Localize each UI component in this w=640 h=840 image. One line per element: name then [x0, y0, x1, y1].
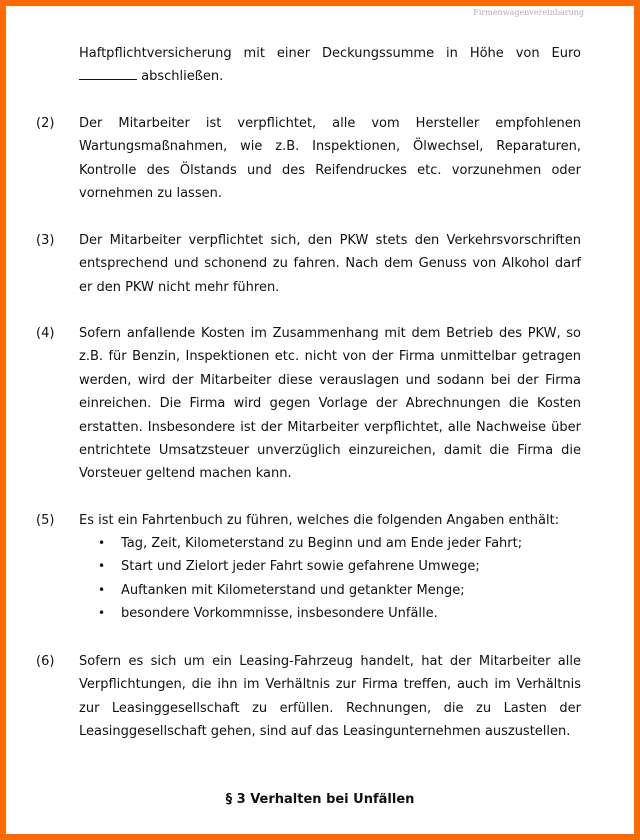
- amount-blank: [79, 67, 137, 80]
- list-item-text: Start und Zielort jeder Fahrt sowie gefahrene Umwege;: [121, 559, 480, 575]
- list-item: [98, 555, 578, 578]
- clause-text: Es ist ein Fahrtenbuch zu führen, welches die folgenden Angaben enthält:: [79, 513, 560, 528]
- clause-number: (5): [36, 513, 55, 528]
- clause-text: Sofern anfallende Kosten im Zusammenhang mit dem Betrieb des PKW, so z.B. für Benzin, Inspektionen etc. nicht von der Firma unmittelbar getragen werden, wird der Mitarbeiter diese verauslagen und sodann bei der Firma einreichen. Die Firma wird gegen Vorlage der Abrechnungen die Kosten erstatten. Insbesondere ist der Mitarbeiter verpflichtet, alle Nachweise über entrichtete Umsatzsteuer unverzüglich einzureichen, damit die Firma die Vorsteuer geltend machen kann.: [79, 326, 581, 482]
- document-page: [6, 6, 634, 834]
- clause-number: (4): [36, 326, 55, 341]
- list-item-text: besondere Vorkommnisse, insbesondere Unfälle.: [121, 606, 438, 622]
- section-heading: § 3 Verhalten bei Unfällen: [225, 792, 415, 807]
- intro-line-2: [79, 65, 581, 88]
- clause-text: Sofern es sich um ein Leasing-Fahrzeug handelt, hat der Mitarbeiter alle Verpflichtungen, die ihn im Verhältnis zur Firma treffen, auch im Verhältnis zur Leasinggesellschaft zu erfüllen. Rechnungen, die zu Lasten der Leasinggesellschaft gehen, sind auf das Leasingunternehmen auszustellen.: [79, 654, 581, 740]
- bullet-icon: •: [98, 536, 106, 550]
- list-item-text: Auftanken mit Kilometerstand und getankter Menge;: [121, 582, 465, 598]
- clause-text: Der Mitarbeiter ist verpflichtet, alle vom Hersteller empfohlenen Wartungsmaßnahmen, wie z.B. Inspektionen, Ölwechsel, Reparaturen, Kontrolle des Ölstands und des Reifendruckes etc. vorzunehmen oder vornehmen zu lassen.: [79, 116, 581, 202]
- intro-line-1: Haftpflichtversicherung mit einer Deckungssumme in Höhe von Euro: [79, 46, 581, 61]
- clause-number: (6): [36, 654, 55, 669]
- list-item: [98, 602, 578, 625]
- bullet-icon: •: [98, 606, 106, 621]
- intro-line-2-text: abschließen.: [137, 69, 224, 85]
- bullet-icon: •: [98, 559, 106, 574]
- list-item-text: Tag, Zeit, Kilometerstand zu Beginn und am Ende jeder Fahrt;: [121, 536, 523, 551]
- list-item: [98, 579, 578, 602]
- logbook-items-list: [98, 532, 578, 626]
- clause-number: (2): [36, 116, 55, 131]
- clause-intro-text: [79, 42, 581, 89]
- bullet-icon: •: [98, 582, 106, 597]
- clause-text: Der Mitarbeiter verpflichtet sich, den PKW stets den Verkehrsvorschriften entsprechend und schonend zu fahren. Nach dem Genuss von Alkohol darf er den PKW nicht mehr führen.: [79, 233, 581, 295]
- running-header: Firmenwagenvereinbarung: [473, 8, 584, 17]
- list-item: [98, 532, 578, 555]
- clause-number: (3): [36, 233, 55, 248]
